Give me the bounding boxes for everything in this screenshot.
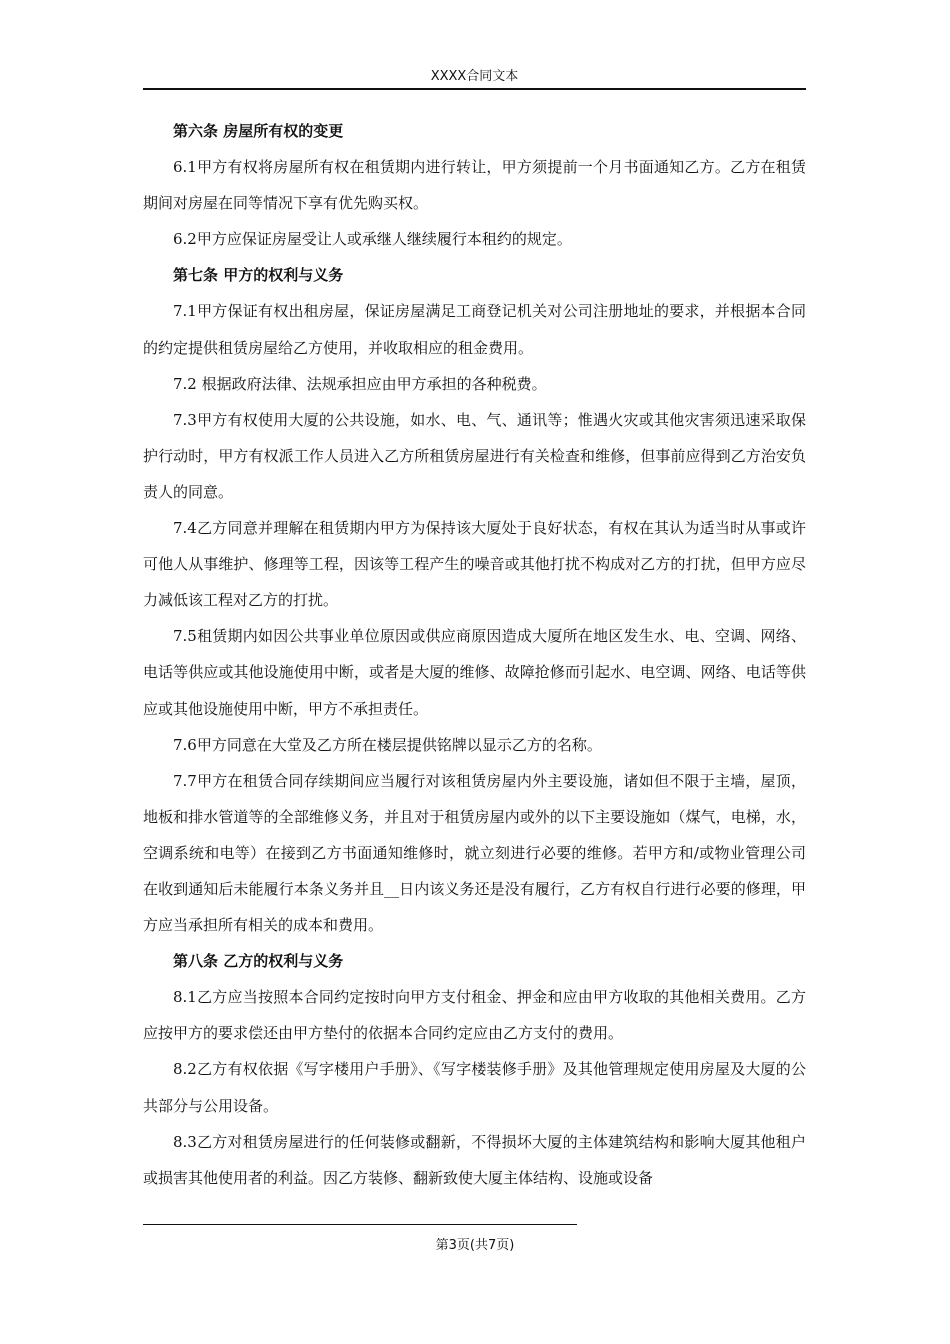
clause-7-5: 7.5租赁期内如因公共事业单位原因或供应商原因造成大厦所在地区发生水、电、空调、网络、电话等供应或其他设施使用中断，或者是大厦的维修、故障抢修而引起水、电空调、网络、电话等供应或其他设施使用中断，甲方不承担责任。	[143, 627, 806, 718]
clause-7-4: 7.4乙方同意并理解在租赁期内甲方为保持该大厦处于良好状态，有权在其认为适当时从事或许可他人从事维护、修理等工程，因该等工程产生的噪音或其他打扰不构成对乙方的打扰，但甲方应尽力减低该工程对乙方的打扰。	[143, 519, 806, 610]
clause-7-1: 7.1甲方保证有权出租房屋，保证房屋满足工商登记机关对公司注册地址的要求，并根据本合同的约定提供租赁房屋给乙方使用，并收取相应的租金费用。	[143, 302, 806, 357]
clause-6-2: 6.2甲方应保证房屋受让人或承继人继续履行本租约的规定。	[173, 230, 572, 249]
section-heading-8: 第八条 乙方的权利与义务	[173, 952, 344, 971]
document-body	[143, 113, 806, 1196]
page-header: XXXX合同文本	[143, 66, 806, 90]
clause-6-1: 6.1甲方有权将房屋所有权在租赁期内进行转让，甲方须提前一个月书面通知乙方。乙方在租赁期间对房屋在同等情况下享有优先购买权。	[143, 158, 806, 213]
footer-divider	[143, 1224, 577, 1225]
clause-8-1: 8.1乙方应当按照本合同约定按时向甲方支付租金、押金和应由甲方收取的其他相关费用。乙方应按甲方的要求偿还由甲方垫付的依据本合同约定应由乙方支付的费用。	[143, 988, 806, 1043]
clause-7-7: 7.7甲方在租赁合同存续期间应当履行对该租赁房屋内外主要设施，诸如但不限于主墙，屋顶，地板和排水管道等的全部维修义务，并且对于租赁房屋内或外的以下主要设施如（煤气，电梯，水，空调系统和电等）在接到乙方书面通知维修时，就立刻进行必要的维修。若甲方和/或物业管理公司在收到通知后未能履行本条义务并且__日内该义务还是没有履行，乙方有权自行进行必要的修理，甲方应当承担所有相关的成本和费用。	[143, 771, 806, 935]
clause-7-2: 7.2 根据政府法律、法规承担应由甲方承担的各种税费。	[173, 374, 547, 393]
section-heading-6: 第六条 房屋所有权的变更	[173, 122, 344, 140]
clause-8-3: 8.3乙方对租赁房屋进行的任何装修或翻新，不得损坏大厦的主体建筑结构和影响大厦其他租户或损害其他使用者的利益。因乙方装修、翻新致使大厦主体结构、设施或设备	[143, 1132, 806, 1187]
clause-7-6: 7.6甲方同意在大堂及乙方所在楼层提供铭牌以显示乙方的名称。	[173, 735, 602, 754]
clause-7-3: 7.3甲方有权使用大厦的公共设施，如水、电、气、通讯等；惟遇火灾或其他灾害须迅速采取保护行动时，甲方有权派工作人员进入乙方所租赁房屋进行有关检查和维修，但事前应得到乙方治安负责人的同意。	[143, 410, 806, 501]
clause-8-2: 8.2乙方有权依据《写字楼用户手册》、《写字楼装修手册》及其他管理规定使用房屋及大厦的公共部分与公用设备。	[143, 1060, 806, 1115]
page-number: 第3页(共7页)	[435, 1238, 515, 1253]
section-heading-7: 第七条 甲方的权利与义务	[173, 266, 344, 285]
